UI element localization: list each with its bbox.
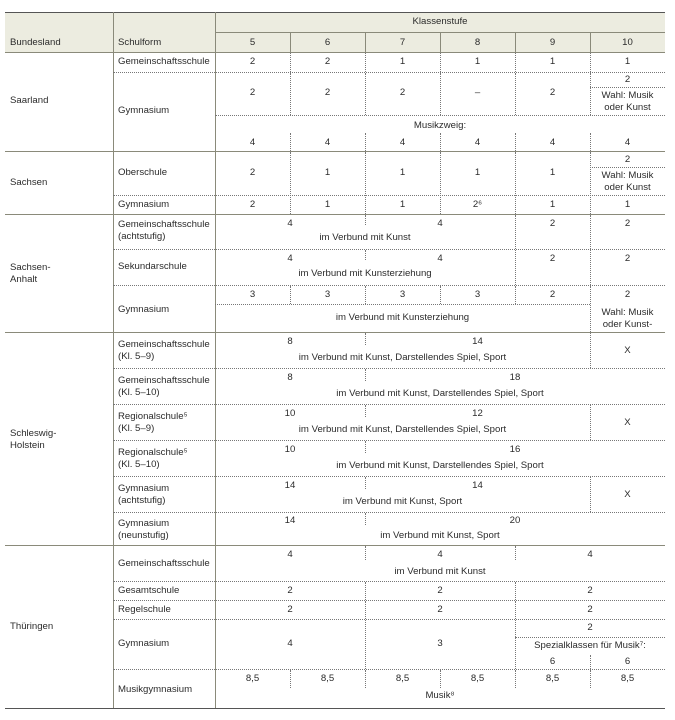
cell-value: 2 [549, 218, 556, 229]
verbund-note: im Verbund mit Kunst, Darstellendes Spiel, Sport [336, 460, 544, 471]
schulform-label: Gemeinschaftsschule [118, 558, 210, 569]
cell-value: 3 [249, 289, 256, 300]
schulform-label: Gesamtschule [118, 585, 180, 596]
row-sep [113, 285, 665, 286]
verbund-note: im Verbund mit Kunst [394, 566, 486, 577]
cell-value: 3 [437, 638, 443, 649]
cell-value: 2 [624, 253, 631, 264]
table-bottom-rule [5, 708, 665, 709]
cell-value: 14 [472, 480, 483, 491]
cell-value: 2 [624, 289, 631, 300]
grade-header-7: 7 [399, 37, 406, 48]
cell-value: 1 [474, 167, 481, 178]
x-mark: X [624, 345, 631, 356]
cell-value: 2⁶ [472, 199, 483, 210]
verbund-note: im Verbund mit Kunst, Darstellendes Spiel, Sport [298, 352, 507, 363]
verbund-note: im Verbund mit Kunst, Sport [342, 496, 463, 507]
cell-value: 8,5 [395, 673, 410, 684]
row-sep [113, 195, 665, 196]
state-thueringen: Thüringen [10, 621, 54, 632]
cell-value: 4 [287, 549, 293, 560]
schulform-label: Gemeinschaftsschule [118, 219, 210, 230]
cell-value: 2 [587, 585, 593, 596]
cell-value: 2 [624, 154, 631, 165]
row-sep [113, 512, 665, 513]
wahl-note: oder Kunst- [602, 319, 653, 330]
cell-value: 2 [249, 87, 256, 98]
cell-value: 4 [287, 218, 293, 229]
cell-value: 3 [399, 289, 406, 300]
row-sep [590, 167, 665, 168]
cell-value: 4 [587, 549, 593, 560]
cell-value: 1 [399, 199, 406, 210]
row-sep [113, 368, 665, 369]
cell-value: 2 [624, 74, 631, 85]
schulform-label: (achtstufig) [118, 231, 166, 242]
cell-value: 2 [549, 289, 556, 300]
state-schleswig-holstein-1: Schleswig- [10, 428, 57, 439]
state-sachsen: Sachsen [10, 177, 48, 188]
musikzweig-label: Musikzweig: [413, 120, 467, 131]
schulform-label: Musikgymnasium [118, 684, 193, 695]
musik-note: Musik⁸ [425, 690, 455, 701]
cell-value: 8,5 [620, 673, 635, 684]
x-mark: X [624, 417, 631, 428]
row-sep [113, 249, 665, 250]
col-divider-bundesland [113, 12, 114, 708]
schulform-label: (Kl. 5–10) [118, 387, 160, 398]
cell-value: 14 [472, 336, 483, 347]
cell-value: 2 [587, 622, 593, 633]
cell-value: 2 [324, 87, 331, 98]
verbund-note: im Verbund mit Kunsterziehung [298, 268, 432, 279]
cell-value: 4 [287, 638, 293, 649]
schulform-label: Gymnasium [118, 518, 170, 529]
cell-value: 4 [287, 253, 293, 264]
cell-value: 4 [324, 137, 331, 148]
verbund-note: im Verbund mit Kunst [319, 232, 411, 243]
row-sep [515, 637, 665, 638]
cell-value: 8,5 [470, 673, 485, 684]
cell-value: 2 [249, 167, 256, 178]
header-bundesland: Bundesland [10, 37, 61, 48]
cell-value: 1 [324, 199, 331, 210]
cell-value: 4 [624, 137, 631, 148]
cell-value: 12 [472, 408, 483, 419]
cell-value: 2 [549, 87, 556, 98]
cell-value: 10 [284, 444, 296, 455]
cell-value: 16 [509, 444, 521, 455]
wahl-note: Wahl: Musik [601, 170, 654, 181]
cell-value: 8,5 [320, 673, 335, 684]
row-sep [113, 669, 665, 670]
x-mark: X [624, 489, 631, 500]
verbund-note: im Verbund mit Kunst, Sport [380, 530, 500, 541]
cell-value: 2 [324, 56, 331, 67]
row-sep [113, 581, 665, 582]
state-sachsen-anhalt-2: Anhalt [10, 274, 38, 285]
schulform-label: Gemeinschaftsschule [118, 375, 210, 386]
schulform-label: Gymnasium [118, 199, 170, 210]
wahl-note: oder Kunst [604, 102, 651, 113]
state-sachsen-anhalt-1: Sachsen- [10, 262, 51, 273]
verbund-note: im Verbund mit Kunsterziehung [335, 312, 470, 323]
row-sep [215, 115, 665, 116]
schulform-label: Gemeinschaftsschule [118, 339, 210, 350]
wahl-note: Wahl: Musik [601, 307, 654, 318]
cell-value: 18 [509, 372, 521, 383]
state-saarland: Saarland [10, 95, 49, 106]
cell-value: 1 [549, 56, 556, 67]
cell-value: 2 [399, 87, 406, 98]
cell-value: 2 [287, 585, 293, 596]
cell-value: – [474, 87, 481, 98]
cell-value: 4 [437, 549, 443, 560]
cell-value: 3 [474, 289, 481, 300]
wahl-note: oder Kunst [604, 182, 651, 193]
row-sep [113, 404, 665, 405]
cell-value: 1 [549, 199, 556, 210]
schulform-label: Gymnasium [118, 638, 170, 649]
cell-value: 1 [624, 56, 631, 67]
schulform-label: (achtstufig) [118, 495, 166, 506]
cell-value: 4 [399, 137, 406, 148]
cell-value: 1 [549, 167, 556, 178]
cell-value: 8,5 [545, 673, 560, 684]
cell-value: 1 [399, 56, 406, 67]
cell-value: 1 [399, 167, 406, 178]
schulform-label: Gymnasium [118, 105, 170, 116]
schulform-label: Sekundarschule [118, 261, 187, 272]
row-sep [113, 72, 665, 73]
schulform-label: Gemeinschaftsschule [118, 56, 210, 67]
schulform-label: (Kl. 5–9) [118, 423, 155, 434]
cell-value: 2 [249, 56, 256, 67]
cell-value: 2 [287, 604, 293, 615]
cell-value: 14 [284, 480, 296, 491]
header-schulform: Schulform [118, 37, 162, 48]
schulform-label: (neunstufig) [118, 530, 169, 541]
cell-value: 8,5 [245, 673, 260, 684]
spezialklassen-label: Spezialklassen für Musik⁷: [534, 640, 646, 651]
cell-value: 2 [437, 585, 443, 596]
grade-header-9: 9 [549, 37, 556, 48]
cell-value: 20 [509, 515, 521, 526]
cell-value: 8 [287, 336, 293, 347]
grade-header-5: 5 [249, 37, 256, 48]
grade-header-6: 6 [324, 37, 331, 48]
cell-value: 4 [437, 253, 443, 264]
row-sep [113, 440, 665, 441]
cell-value: 2 [549, 253, 556, 264]
header-klassenstufe: Klassenstufe [412, 16, 468, 27]
cell-value: 4 [549, 137, 556, 148]
sep-sachsen-anhalt [5, 214, 665, 215]
wahl-note: Wahl: Musik [601, 90, 654, 101]
cell-value: 6 [549, 656, 556, 667]
cell-value: 4 [474, 137, 481, 148]
cell-value: 8 [287, 372, 293, 383]
grade-header-10: 10 [622, 37, 633, 48]
sep-anhalt-sh [5, 332, 665, 333]
cell-value: 1 [624, 199, 631, 210]
schulform-label: (Kl. 5–9) [118, 351, 155, 362]
schulform-label: Regionalschule⁵ [118, 447, 188, 458]
row-sep [113, 600, 665, 601]
schulform-label: Gymnasium [118, 483, 170, 494]
verbund-note: im Verbund mit Kunst, Darstellendes Spiel, Sport [336, 388, 544, 399]
verbund-note: im Verbund mit Kunst, Darstellendes Spiel, Sport [298, 424, 507, 435]
sep-sh-thueringen [5, 545, 665, 546]
row-sep [113, 619, 665, 620]
schulform-label: Gymnasium [118, 304, 170, 315]
cell-value: 3 [324, 289, 331, 300]
cell-value: 14 [284, 515, 296, 526]
schulform-label: (Kl. 5–10) [118, 459, 160, 470]
cell-value: 1 [474, 56, 481, 67]
schulform-label: Regelschule [118, 604, 171, 615]
row-sep [215, 304, 590, 305]
schulform-label: Oberschule [118, 167, 168, 178]
cell-value: 6 [624, 656, 631, 667]
table-top-rule [5, 12, 665, 13]
row-sep [113, 476, 665, 477]
schulform-label: Regionalschule⁵ [118, 411, 188, 422]
cell-value: 4 [249, 137, 256, 148]
cell-value: 2 [587, 604, 593, 615]
cell-value: 10 [284, 408, 296, 419]
cell-value: 2 [249, 199, 256, 210]
cell-value: 2 [624, 218, 631, 229]
cell-value: 1 [324, 167, 331, 178]
header-bottom-rule [5, 52, 665, 53]
state-schleswig-holstein-2: Holstein [10, 440, 45, 451]
row-sep [590, 87, 665, 88]
grade-header-8: 8 [474, 37, 481, 48]
cell-value: 4 [437, 218, 443, 229]
sep-saarland-sachsen [5, 151, 665, 152]
cell-value: 2 [437, 604, 443, 615]
